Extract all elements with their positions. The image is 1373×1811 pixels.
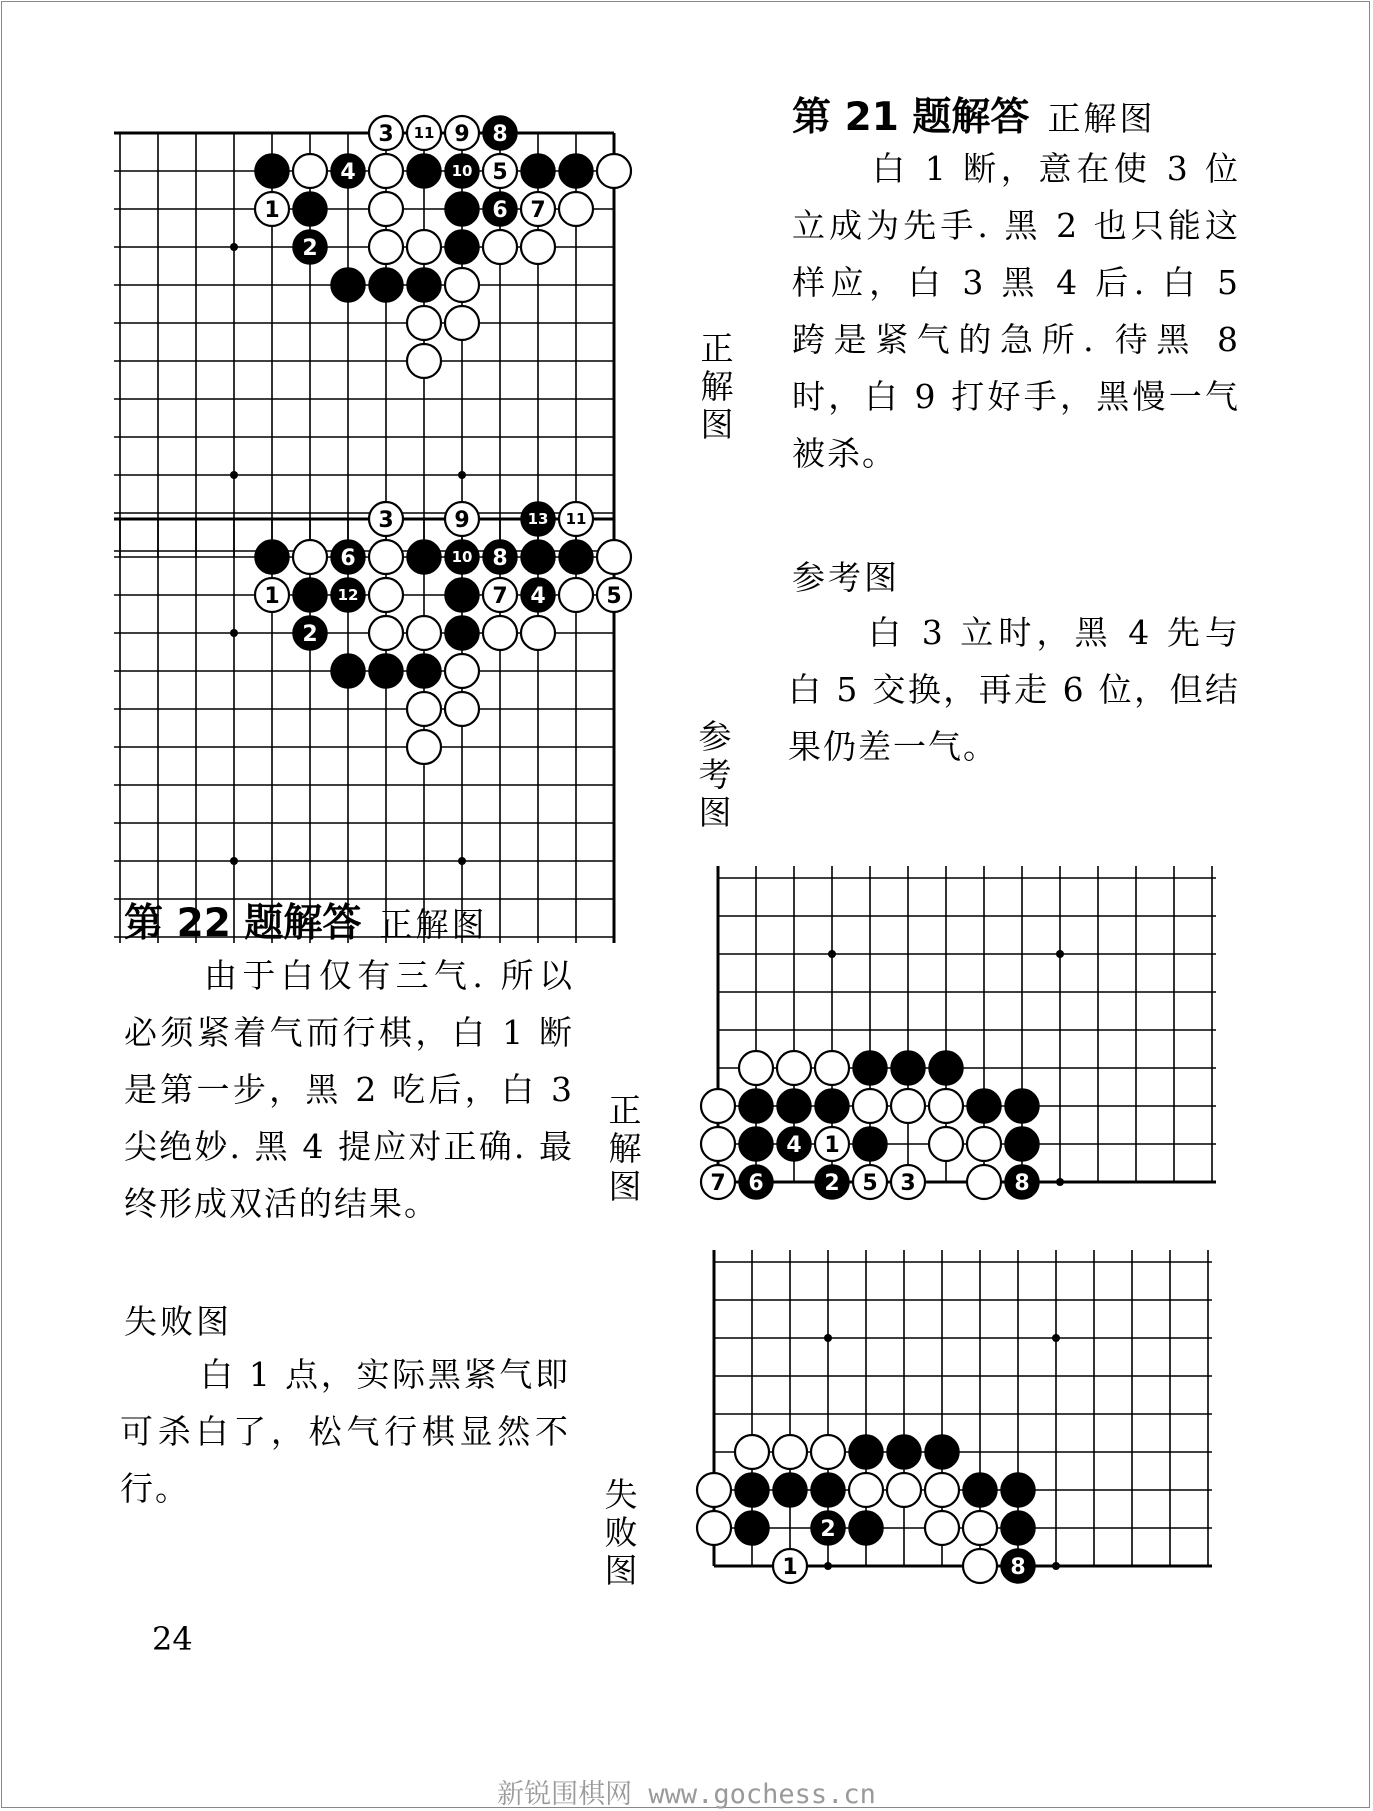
- white-stone: [483, 230, 517, 264]
- diagram-label-22-failure: 失败图: [604, 1475, 638, 1590]
- move-number: 3: [378, 508, 394, 533]
- black-stone: [445, 230, 479, 264]
- white-stone: [407, 344, 441, 378]
- move-number: 11: [413, 124, 435, 142]
- move-number: 10: [451, 548, 473, 566]
- go-diagram-21-reference: [110, 486, 670, 816]
- black-stone: [331, 268, 365, 302]
- white-stone: [891, 1089, 925, 1123]
- black-stone: [369, 654, 403, 688]
- black-stone: [521, 154, 555, 188]
- move-number: 4: [340, 160, 356, 185]
- white-stone: [521, 230, 555, 264]
- move-number: 5: [606, 584, 622, 609]
- black-stone: [331, 654, 365, 688]
- section-22-heading: [124, 892, 487, 948]
- black-stone: [925, 1435, 959, 1469]
- heading-title: 第 22 题解答: [124, 901, 362, 946]
- white-stone: [369, 578, 403, 612]
- black-stone: [853, 1051, 887, 1085]
- white-stone: [963, 1511, 997, 1545]
- diagram-label-21-correct: 正解图: [700, 329, 734, 444]
- move-number: 2: [824, 1171, 840, 1196]
- move-number: 6: [748, 1171, 764, 1196]
- white-stone: [849, 1473, 883, 1507]
- section-22-failure-text: 白 1 点，实际黑紧气即可杀白了，松气行棋显然不行。: [120, 1355, 570, 1508]
- white-stone: [811, 1435, 845, 1469]
- star-point: [230, 629, 238, 637]
- white-stone: [963, 1549, 997, 1583]
- white-stone: [929, 1089, 963, 1123]
- black-stone: [773, 1473, 807, 1507]
- footer-watermark: 新锐围棋网 www.gochess.cn: [497, 1779, 876, 1810]
- white-stone: [407, 306, 441, 340]
- white-stone: [369, 154, 403, 188]
- white-stone: [701, 1127, 735, 1161]
- black-stone: [1005, 1089, 1039, 1123]
- black-stone: [407, 268, 441, 302]
- star-point: [458, 857, 466, 865]
- white-stone: [407, 230, 441, 264]
- black-stone: [293, 192, 327, 226]
- black-stone: [777, 1089, 811, 1123]
- black-stone: [849, 1435, 883, 1469]
- move-number: 4: [530, 584, 546, 609]
- black-stone: [811, 1473, 845, 1507]
- black-stone: [815, 1089, 849, 1123]
- white-stone: [521, 616, 555, 650]
- move-number: 10: [451, 162, 473, 180]
- move-number: 2: [302, 236, 318, 261]
- move-number: 5: [862, 1171, 878, 1196]
- move-number: 2: [302, 622, 318, 647]
- move-number: 6: [492, 198, 508, 223]
- black-stone: [369, 268, 403, 302]
- white-stone: [701, 1089, 735, 1123]
- black-stone: [445, 192, 479, 226]
- star-point: [458, 471, 466, 479]
- white-stone: [445, 654, 479, 688]
- star-point: [824, 1334, 832, 1342]
- white-stone: [407, 692, 441, 726]
- white-stone: [369, 540, 403, 574]
- move-number: 1: [264, 198, 280, 223]
- white-stone: [369, 616, 403, 650]
- white-stone: [777, 1051, 811, 1085]
- black-stone: [255, 540, 289, 574]
- heading-title: 第 21 题解答: [792, 95, 1030, 140]
- go-diagram-21-correct: [110, 100, 670, 430]
- white-stone: [929, 1127, 963, 1161]
- move-number: 12: [337, 586, 359, 604]
- move-number: 7: [710, 1171, 726, 1196]
- go-diagram-22-failure: [684, 1250, 1244, 1590]
- move-number: 2: [820, 1517, 836, 1542]
- section-22-text: 由于白仅有三气. 所以必须紧着气而行棋，白 1 断是第一步，黑 2 吃后，白 3 尖绝妙. 黑 4 提应对正确. 最终形成双活的结果。: [124, 956, 574, 1223]
- black-stone: [407, 540, 441, 574]
- black-stone: [739, 1127, 773, 1161]
- star-point: [824, 1562, 832, 1570]
- white-stone: [887, 1473, 921, 1507]
- black-stone: [1005, 1127, 1039, 1161]
- white-stone: [697, 1473, 731, 1507]
- move-number: 3: [378, 122, 394, 147]
- white-stone: [853, 1089, 887, 1123]
- black-stone: [255, 154, 289, 188]
- star-point: [230, 243, 238, 251]
- move-number: 3: [900, 1171, 916, 1196]
- black-stone: [887, 1435, 921, 1469]
- diagram-label-22-correct: 正解图: [608, 1091, 642, 1206]
- white-stone: [293, 154, 327, 188]
- move-number: 7: [530, 198, 546, 223]
- move-number: 13: [527, 510, 549, 528]
- section-21-heading: [792, 86, 1155, 142]
- white-stone: [445, 306, 479, 340]
- black-stone: [559, 540, 593, 574]
- white-stone: [735, 1435, 769, 1469]
- move-number: 8: [1010, 1555, 1026, 1580]
- black-stone: [445, 578, 479, 612]
- white-stone: [739, 1051, 773, 1085]
- black-stone: [1001, 1473, 1035, 1507]
- black-stone: [445, 616, 479, 650]
- move-number: 8: [492, 546, 508, 571]
- section-22-failure-title: 失败图: [124, 1302, 232, 1341]
- black-stone: [407, 154, 441, 188]
- white-stone: [597, 154, 631, 188]
- black-stone: [963, 1473, 997, 1507]
- move-number: 8: [492, 122, 508, 147]
- white-stone: [369, 192, 403, 226]
- black-stone: [891, 1051, 925, 1085]
- go-board: [688, 866, 1248, 1206]
- star-point: [230, 471, 238, 479]
- black-stone: [559, 154, 593, 188]
- white-stone: [967, 1127, 1001, 1161]
- go-board: [110, 100, 670, 430]
- white-stone: [369, 230, 403, 264]
- section-21-text: 白 1 断，意在使 3 位立成为先手. 黑 2 也只能这样应，白 3 黑 4 后. 白 5 跨是紧气的急所. 待黑 8 时，白 9 打好手，黑慢一气被杀。: [792, 149, 1240, 473]
- move-number: 1: [824, 1133, 840, 1158]
- white-stone: [483, 616, 517, 650]
- black-stone: [735, 1511, 769, 1545]
- white-stone: [445, 692, 479, 726]
- white-stone: [407, 616, 441, 650]
- move-number: 11: [565, 510, 587, 528]
- white-stone: [773, 1435, 807, 1469]
- diagram-label-21-reference: 参考图: [698, 717, 732, 832]
- white-stone: [925, 1511, 959, 1545]
- star-point: [230, 857, 238, 865]
- white-stone: [445, 268, 479, 302]
- black-stone: [407, 654, 441, 688]
- black-stone: [929, 1051, 963, 1085]
- white-stone: [697, 1511, 731, 1545]
- star-point: [1052, 1562, 1060, 1570]
- go-board: [110, 486, 670, 816]
- heading-subtitle: 正解图: [1047, 99, 1156, 138]
- move-number: 7: [492, 584, 508, 609]
- black-stone: [967, 1089, 1001, 1123]
- star-point: [1052, 1334, 1060, 1342]
- black-stone: [849, 1511, 883, 1545]
- go-diagram-22-correct: [688, 866, 1248, 1206]
- move-number: 8: [1014, 1171, 1030, 1196]
- white-stone: [559, 578, 593, 612]
- white-stone: [815, 1051, 849, 1085]
- white-stone: [925, 1473, 959, 1507]
- page-number: 24: [152, 1620, 193, 1658]
- black-stone: [521, 540, 555, 574]
- section-21-reference-title: 参考图: [792, 558, 900, 597]
- move-number: 4: [786, 1133, 802, 1158]
- move-number: 6: [340, 546, 356, 571]
- black-stone: [739, 1089, 773, 1123]
- black-stone: [1001, 1511, 1035, 1545]
- heading-subtitle: 正解图: [379, 905, 488, 944]
- move-number: 5: [492, 160, 508, 185]
- white-stone: [597, 540, 631, 574]
- white-stone: [559, 192, 593, 226]
- white-stone: [293, 540, 327, 574]
- move-number: 1: [782, 1555, 798, 1580]
- black-stone: [853, 1127, 887, 1161]
- move-number: 1: [264, 584, 280, 609]
- star-point: [1056, 1178, 1064, 1186]
- section-21-reference-text: 白 3 立时，黑 4 先与白 5 交换，再走 6 位，但结果仍差一气。: [788, 613, 1240, 766]
- go-board: [684, 1250, 1244, 1590]
- move-number: 9: [454, 122, 470, 147]
- move-number: 9: [454, 508, 470, 533]
- white-stone: [967, 1165, 1001, 1199]
- black-stone: [293, 578, 327, 612]
- white-stone: [407, 730, 441, 764]
- star-point: [1056, 950, 1064, 958]
- black-stone: [735, 1473, 769, 1507]
- star-point: [828, 950, 836, 958]
